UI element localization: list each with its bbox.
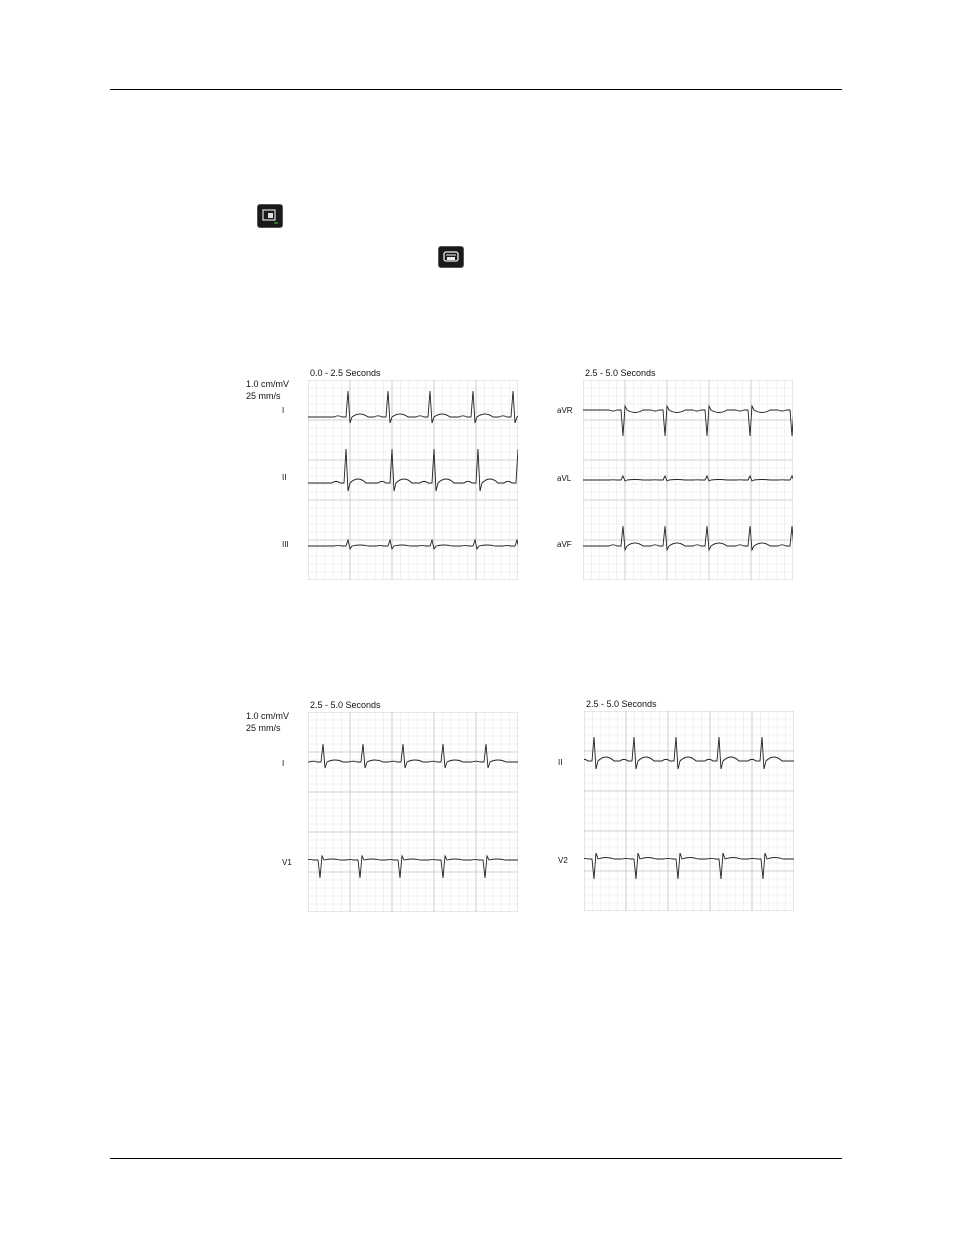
screen-capture-icon: [257, 204, 283, 228]
panel-title: 2.5 - 5.0 Seconds: [310, 700, 381, 710]
ecg-grid: [308, 380, 518, 580]
lead-label: V2: [558, 856, 568, 865]
speed-label: 25 mm/s: [246, 391, 281, 401]
lead-label: aVL: [557, 474, 572, 483]
ecg-strip: [308, 712, 518, 912]
ecg-trace: [308, 540, 518, 549]
panel-title: 2.5 - 5.0 Seconds: [586, 699, 657, 709]
ecg-trace: [583, 526, 793, 550]
calibration-label: [246, 710, 289, 734]
lead-label: II: [558, 758, 563, 767]
ecg-strip: [584, 711, 794, 911]
print-icon: [438, 246, 464, 268]
ecg-trace: [583, 476, 793, 481]
calibration-label: [246, 378, 289, 402]
lead-label: I: [282, 759, 285, 768]
ecg-trace: [583, 406, 793, 436]
ecg-trace: [584, 853, 794, 879]
lead-label: III: [282, 540, 289, 549]
gain-label: 1.0 cm/mV: [246, 711, 290, 721]
ecg-trace: [584, 737, 794, 769]
lead-label: V1: [282, 858, 292, 867]
ecg-strip: [583, 380, 793, 580]
ecg-trace: [308, 744, 518, 768]
ecg-grid: [584, 711, 794, 911]
ecg-trace: [308, 856, 518, 878]
speed-label: 25 mm/s: [246, 723, 281, 733]
ecg-grid: [308, 712, 518, 912]
ecg-strip: [308, 380, 518, 580]
gain-label: 1.0 cm/mV: [246, 379, 290, 389]
ecg-trace: [308, 449, 518, 491]
lead-label: II: [282, 473, 287, 482]
lead-label: aVF: [557, 540, 572, 549]
panel-title: 0.0 - 2.5 Seconds: [310, 368, 381, 378]
lead-label: aVR: [557, 406, 573, 415]
header-rule: [110, 89, 842, 90]
panel-title: 2.5 - 5.0 Seconds: [585, 368, 656, 378]
ecg-grid: [583, 380, 793, 580]
lead-label: I: [282, 406, 285, 415]
footer-rule: [110, 1158, 842, 1159]
